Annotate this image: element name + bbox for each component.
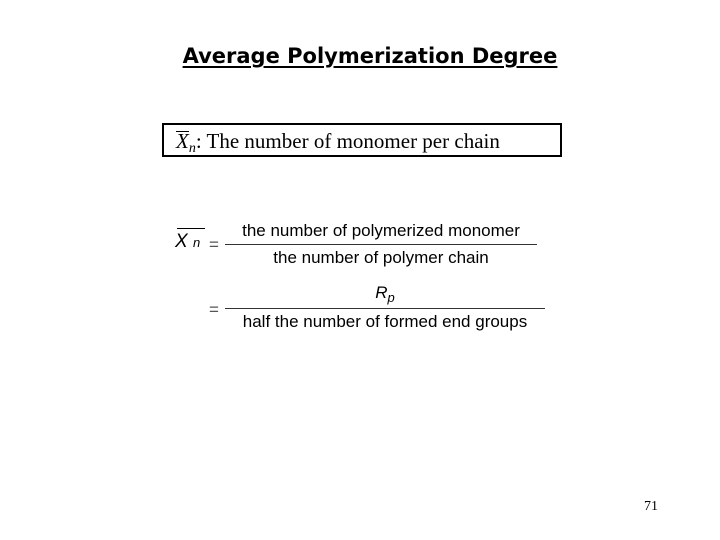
fraction-1-numerator: the number of polymerized monomer — [242, 221, 520, 240]
lhs-symbol: X — [175, 231, 188, 252]
polymerization-equation — [175, 215, 555, 345]
xn-subscript: n — [188, 141, 196, 156]
fraction-2 — [225, 283, 545, 332]
fraction-1 — [225, 221, 537, 268]
equals-sign-1: = — [209, 235, 219, 254]
equation-lhs — [175, 231, 200, 253]
definition-box — [162, 123, 562, 157]
lhs-subscript: n — [192, 235, 201, 250]
slide-title: Average Polymerization Degree — [182, 44, 558, 68]
rp-subscript: p — [387, 290, 395, 305]
fraction-2-numerator — [225, 283, 545, 305]
definition-text: : The number of monomer per chain — [195, 129, 500, 153]
equals-sign-2: = — [209, 300, 219, 319]
page-number: 71 — [644, 499, 658, 514]
fraction-2-denominator: half the number of formed end groups — [242, 312, 528, 331]
fraction-2-bar — [225, 308, 545, 309]
rp-symbol: R — [375, 283, 388, 302]
fraction-1-denominator: the number of polymer chain — [273, 248, 489, 267]
xn-symbol: X — [176, 129, 189, 153]
fraction-1-bar — [225, 244, 537, 245]
